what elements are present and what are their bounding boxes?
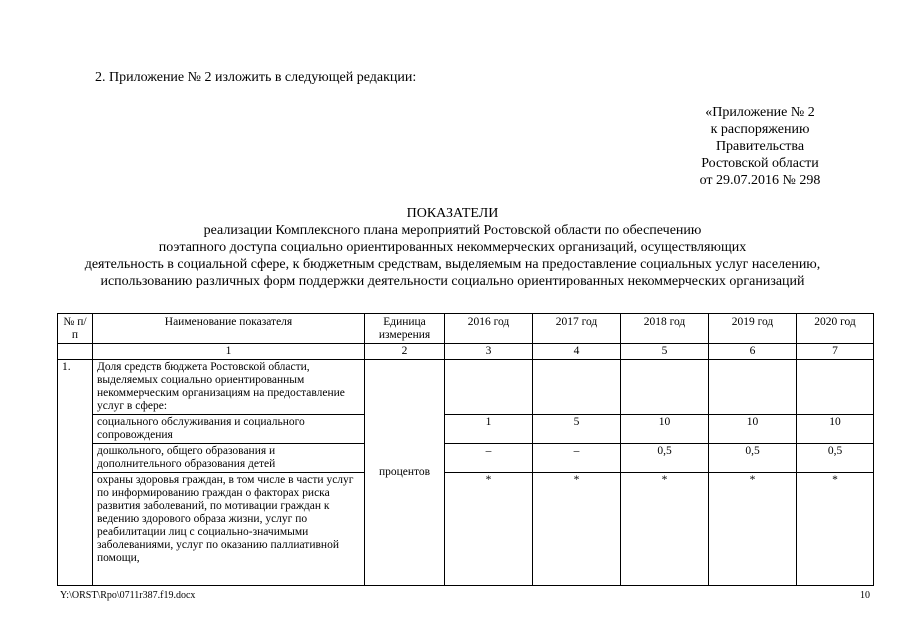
value-cell: * bbox=[797, 473, 874, 586]
footer-file-path: Y:\ORST\Rpo\0711r387.f19.docx bbox=[60, 590, 196, 601]
table-row bbox=[58, 473, 874, 586]
empty-cell bbox=[797, 360, 874, 415]
header-2017: 2017 год bbox=[533, 314, 621, 344]
index-cell-empty bbox=[58, 344, 93, 360]
header-2016: 2016 год bbox=[445, 314, 533, 344]
header-num: № п/п bbox=[58, 314, 93, 344]
footer-page-number: 10 bbox=[860, 590, 870, 601]
table-row bbox=[58, 444, 874, 473]
value-cell: * bbox=[445, 473, 533, 586]
row-name: Доля средств бюджета Ростовской области, выделяемых социально ориентированным некоммерческим организациям на предоставление услуг в сфере: bbox=[93, 360, 365, 415]
title-line: реализации Комплексного плана мероприятий Ростовской области по обеспечению bbox=[203, 223, 702, 238]
annex-line: Правительства bbox=[715, 139, 805, 154]
row-name: охраны здоровья граждан, в том числе в части услуг по информированию граждан о факторах риска развития заболеваний, по мотивации граждан к ведению здорового образа жизни, услуг по реабилитации лиц с социально-значимыми заболеваниями, услуг по оказанию паллиативной помощи, bbox=[93, 473, 365, 586]
value-cell: 1 bbox=[445, 415, 533, 444]
value-cell: – bbox=[445, 444, 533, 473]
indicators-table bbox=[57, 313, 874, 586]
index-cell: 4 bbox=[533, 344, 621, 360]
header-2018: 2018 год bbox=[621, 314, 709, 344]
annex-line: от 29.07.2016 № 298 bbox=[699, 173, 821, 188]
annex-line: Ростовской области bbox=[701, 156, 819, 171]
annex-line: к распоряжению bbox=[710, 122, 810, 137]
value-cell: 10 bbox=[709, 415, 797, 444]
value-cell: 10 bbox=[621, 415, 709, 444]
title-heading: ПОКАЗАТЕЛИ bbox=[406, 206, 499, 221]
value-cell: 10 bbox=[797, 415, 874, 444]
header-name: Наименование показателя bbox=[93, 314, 365, 344]
intro-paragraph: 2. Приложение № 2 изложить в следующей редакции: bbox=[95, 70, 417, 85]
index-cell: 6 bbox=[709, 344, 797, 360]
table-row bbox=[58, 360, 874, 415]
annex-line: «Приложение № 2 bbox=[705, 105, 815, 120]
document-title bbox=[0, 205, 905, 290]
index-cell: 1 bbox=[93, 344, 365, 360]
value-cell: * bbox=[709, 473, 797, 586]
annex-reference bbox=[640, 104, 880, 189]
table-header-row bbox=[58, 314, 874, 344]
empty-cell bbox=[445, 360, 533, 415]
value-cell: 0,5 bbox=[709, 444, 797, 473]
row-unit: процентов bbox=[365, 360, 445, 586]
empty-cell bbox=[533, 360, 621, 415]
value-cell: – bbox=[533, 444, 621, 473]
header-unit: Единица измерения bbox=[365, 314, 445, 344]
value-cell: 0,5 bbox=[797, 444, 874, 473]
header-2020: 2020 год bbox=[797, 314, 874, 344]
title-line: деятельность в социальной сфере, к бюджетным средствам, выделяемым на предоставление социальных услуг населению, bbox=[84, 257, 821, 272]
index-cell: 3 bbox=[445, 344, 533, 360]
row-name: социального обслуживания и социального сопровождения bbox=[93, 415, 365, 444]
empty-cell bbox=[621, 360, 709, 415]
table-index-row bbox=[58, 344, 874, 360]
value-cell: 0,5 bbox=[621, 444, 709, 473]
value-cell: 5 bbox=[533, 415, 621, 444]
title-line: поэтапного доступа социально ориентированных некоммерческих организаций, осуществляющих bbox=[158, 240, 747, 255]
index-cell: 2 bbox=[365, 344, 445, 360]
value-cell: * bbox=[621, 473, 709, 586]
title-line: использованию различных форм поддержки деятельности социально ориентированных некоммерческих организаций bbox=[100, 274, 805, 289]
index-cell: 7 bbox=[797, 344, 874, 360]
empty-cell bbox=[709, 360, 797, 415]
header-2019: 2019 год bbox=[709, 314, 797, 344]
index-cell: 5 bbox=[621, 344, 709, 360]
value-cell: * bbox=[533, 473, 621, 586]
row-number: 1. bbox=[58, 360, 93, 586]
row-name: дошкольного, общего образования и дополнительного образования детей bbox=[93, 444, 365, 473]
table-row bbox=[58, 415, 874, 444]
